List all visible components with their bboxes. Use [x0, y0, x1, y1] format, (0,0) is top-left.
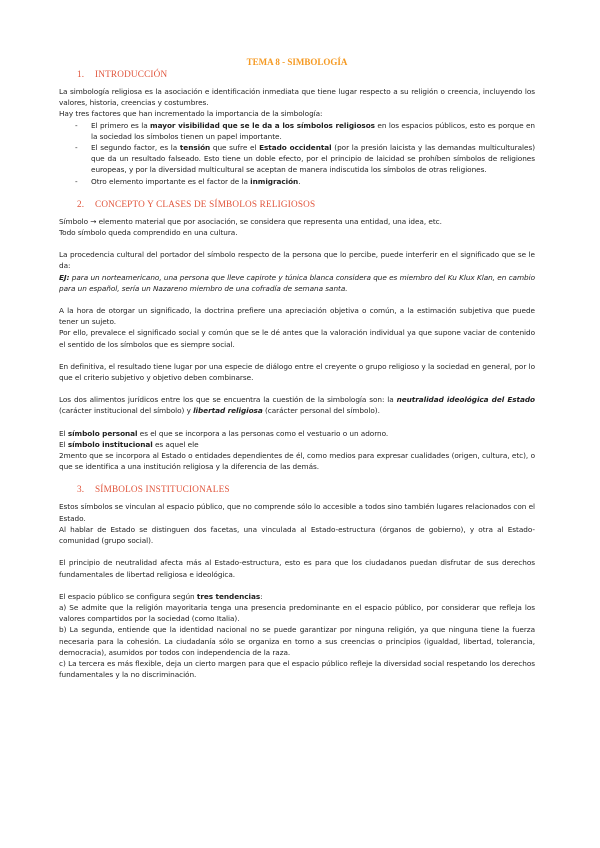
text: El [59, 439, 68, 449]
document-title: TEMA 8 - SIMBOLOGÍA [246, 57, 348, 67]
spacer [59, 238, 535, 249]
spacer [59, 580, 535, 591]
paragraph: A la hora de otorgar un significado, la doctrina prefiere una apreciación objetiva o común, a la estimación subjetiva que puede tener un sujeto. [59, 306, 535, 327]
text: Otro elemento importante es el factor de la [91, 176, 251, 186]
paragraph: La simbología religiosa es la asociación e identificación inmediata que tiene lugar respecto a su religión o creencia, incluyendo los valores, historia, creencias y costumbres. [59, 87, 535, 108]
paragraph: a) Se admite que la religión mayoritaria tenga una presencia predominante en el espacio público, por considerar que refleja los valores compartidos por la sociedad (como Italia). [59, 602, 535, 624]
list-item [75, 120, 535, 142]
spacer [59, 383, 535, 394]
paragraph: 2mento que se incorpora al Estado o entidades dependientes de él, como medios para expresar cualidades (origen, cultura, etc), o que se identifica a una institución religiosa y la diferencia de las demás. [59, 451, 535, 472]
paragraph: Todo símbolo queda comprendido en una cultura. [59, 228, 238, 238]
text: El [59, 428, 68, 438]
bold-italic-text: libertad religiosa [193, 406, 263, 416]
bold-text: Estado occidental [259, 143, 332, 153]
bold-text: inmigración [250, 176, 299, 186]
text: en los espacios públicos, esto es porque en la sociedad los símbolos tienen un papel importante. [91, 120, 535, 141]
paragraph [59, 428, 535, 439]
dash-bullet: - [75, 176, 78, 186]
text: (carácter personal del símbolo). [262, 406, 380, 416]
spacer [59, 294, 535, 305]
italic-text: para un norteamericano, una persona que lleve capirote y túnica blanca considera que es miembro del Ku Klux Klan, en cambio para un español, sería un Nazareno miembro de una cofradía de semana santa. [59, 272, 535, 293]
text: : [260, 591, 263, 601]
paragraph [59, 591, 535, 602]
paragraph: La procedencia cultural del portador del símbolo respecto de la persona que lo percibe, puede interferir en el significado que se le da: [59, 250, 535, 271]
paragraph: Hay tres factores que han incrementado la importancia de la simbología: [59, 109, 323, 119]
spacer [59, 546, 535, 557]
bold-text: mayor visibilidad que se le da a los símbolos religiosos [150, 120, 375, 130]
paragraph: Estos símbolos se vinculan al espacio público, que no comprende sólo lo accesible a todos sino también lugares relacionados con el Estado. [59, 502, 535, 523]
section-heading-institucionales [59, 483, 535, 495]
text: (por la presión laicista y las demandas multiculturales) que da un resultado falseado. Esto tiene un doble efecto, por el principio de laicidad se prohíben símbolos de religiones europeas, y por la diversidad multicultural se aceptan de manera indiscutida los símbolos de otras religiones. [91, 143, 535, 175]
bold-text: símbolo personal [67, 428, 138, 438]
bold-italic-text: neutralidad ideológica del Estado [396, 395, 535, 405]
section-heading-concepto [59, 198, 535, 210]
spacer [59, 472, 535, 483]
document-page [59, 56, 535, 680]
paragraph: c) La tercera es más flexible, deja un cierto margen para que el espacio público refleje la diversidad social respetando los derechos fundamentales y la no discriminación. [59, 658, 535, 680]
text: es el que se incorpora a las personas como el vestuario o un adorno. [137, 428, 389, 438]
bold-text: símbolo institucional [67, 439, 153, 449]
text: . [298, 176, 301, 186]
spacer [59, 417, 535, 428]
paragraph [59, 394, 535, 416]
section-title: INTRODUCCIÓN [95, 69, 168, 79]
text: que sufre el [210, 143, 260, 153]
section-title: SÍMBOLOS INSTITUCIONALES [95, 484, 230, 495]
dash-bullet: - [75, 120, 78, 130]
paragraph: b) La segunda, entiende que la identidad nacional no se puede garantizar por ninguna religión, ya que ninguna tiene la fuerza necesaria para la cohesión. La ciudadanía sólo se organiza en torno a sus creencias o principios (igualdad, libertad, tolerancia, democracia), asumidos por todos con independencia de la raza. [59, 625, 535, 657]
text: es aquel ele [152, 439, 199, 449]
dash-bullet: - [75, 143, 78, 153]
paragraph: El principio de neutralidad afecta más al Estado-estructura, esto es para que los ciudadanos puedan disfrutar de sus derechos fundamentales de libertad religiosa e ideológica. [59, 558, 535, 579]
list-item [75, 176, 535, 187]
text: El segundo factor, es la [91, 143, 180, 153]
paragraph: Al hablar de Estado se distinguen dos facetas, una vinculada al Estado-estructura (órganos de gobierno), y otra al Estado-comunidad (grupo social). [59, 524, 535, 546]
paragraph: Símbolo → elemento material que por asociación, se considera que representa una entidad, una idea, etc. [59, 216, 442, 226]
text: El primero es la [91, 120, 151, 130]
factors-list [59, 120, 535, 187]
paragraph [59, 439, 535, 450]
paragraph: En definitiva, el resultado tiene lugar por una especie de diálogo entre el creyente o grupo religioso y la sociedad en general, por lo que el criterio subjetivo y objetivo deben combinarse. [59, 361, 535, 383]
text: El espacio público se configura según [59, 591, 197, 601]
section-heading-introduccion [59, 68, 535, 80]
list-item [75, 142, 535, 176]
paragraph: Por ello, prevalece el significado social y común que se le dé antes que la valoración individual ya que supone vaciar de contenido el sentido de los símbolos que es siempre social. [59, 328, 535, 349]
text: (carácter institucional del símbolo) y [59, 406, 194, 416]
text: Los dos alimentos jurídicos entre los que se encuentra la cuestión de la simbología son: la [59, 395, 397, 405]
section-title: CONCEPTO Y CLASES DE SÍMBOLOS RELIGIOSOS [95, 198, 316, 209]
example-paragraph [59, 272, 535, 294]
example-label: EJ: [59, 272, 70, 282]
section-number: 3. [77, 484, 85, 495]
spacer [59, 187, 535, 198]
spacer [59, 350, 535, 361]
bold-text: tres tendencias [196, 591, 261, 601]
section-number: 1. [77, 69, 85, 79]
bold-text: tensión [179, 143, 211, 153]
section-number: 2. [77, 198, 85, 209]
